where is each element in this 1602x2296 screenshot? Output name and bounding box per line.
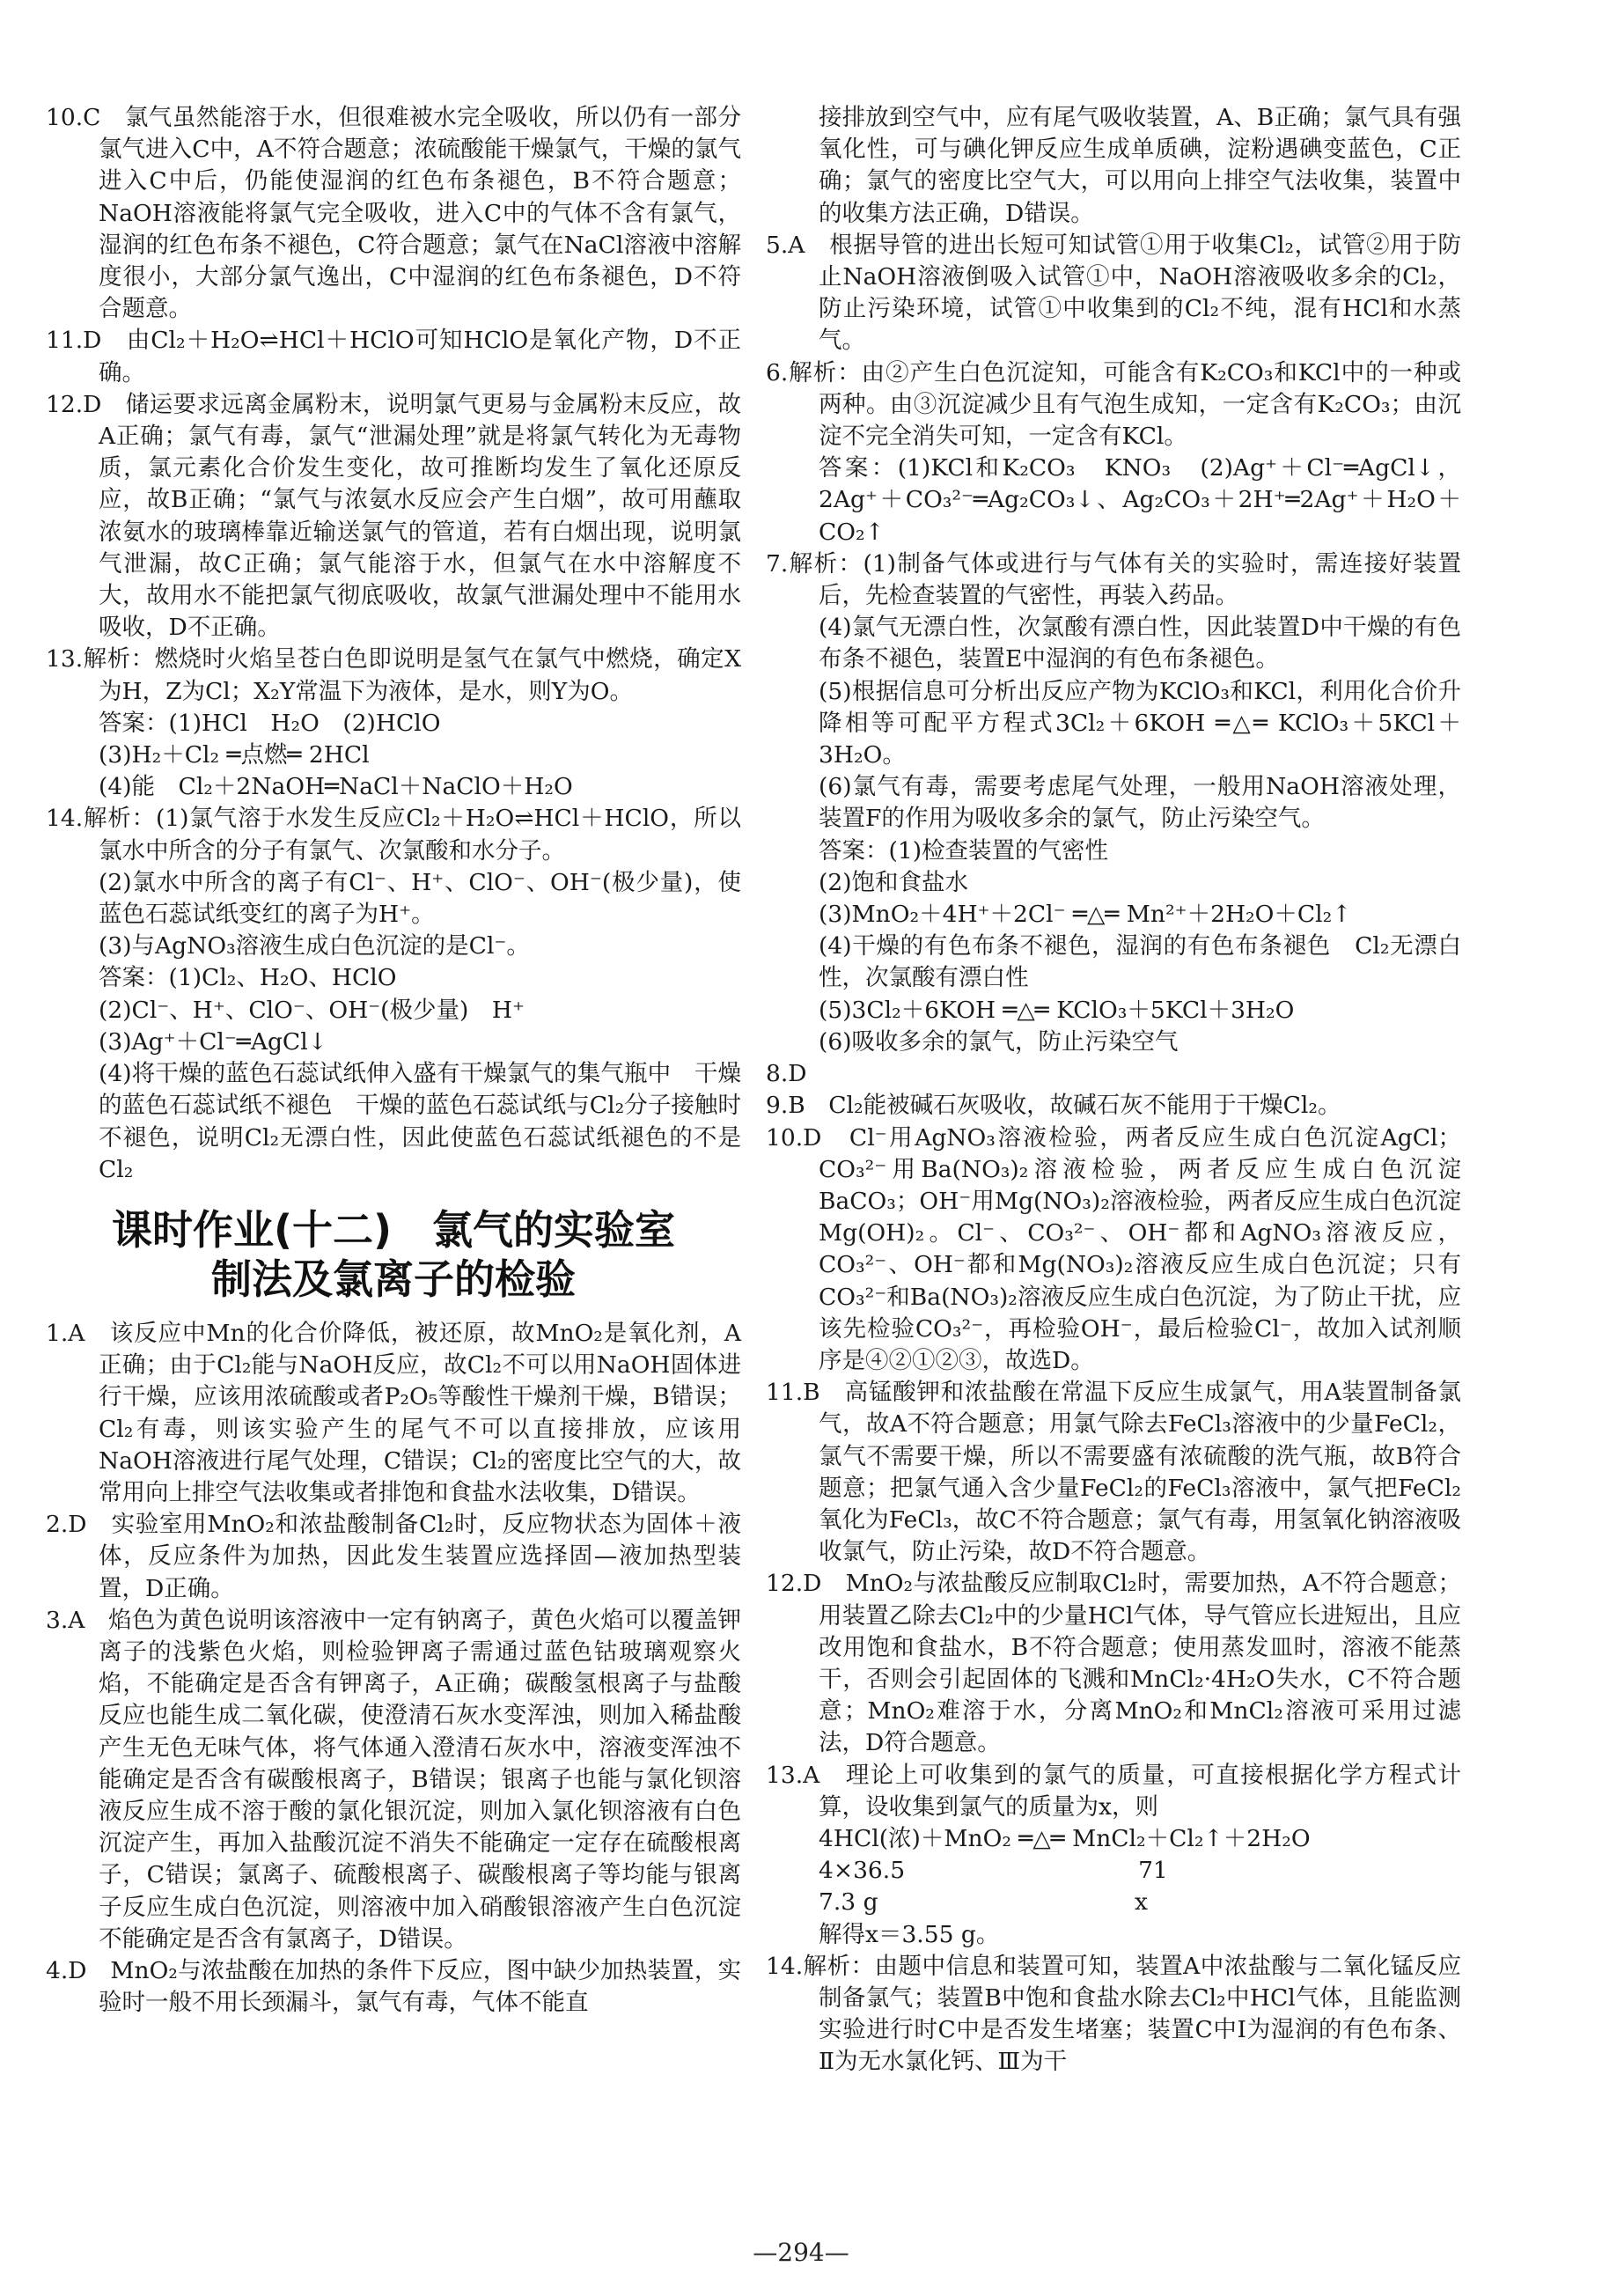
answer-paragraph: 13.A 理论上可收集到的氯气的质量，可直接根据化学方程式计算，设收集到氯气的质量为x，则 xyxy=(766,1761,1461,1821)
answer-paragraph: 11.B 高锰酸钾和浓盐酸在常温下反应生成氯气，用A装置制备氯气，故A不符合题意；用氯气除去FeCl₃溶液中的少量FeCl₂，氯气不需要干燥，所以不需要盛有浓硫酸的洗气瓶，故B符合题意；把氯气通入含少量FeCl₂的FeCl₃溶液中，氯气把FeCl₂氧化为FeCl₃，故C不符合题意；氯气有毒，用氢氧化钠溶液吸收氯气，防止污染，故D不符合题意。 xyxy=(766,1379,1461,1566)
answer-paragraph: (2)Cl⁻、H⁺、ClO⁻、OH⁻(极少量) H⁺ xyxy=(99,996,525,1024)
answer-paragraph: 14.解析：由题中信息和装置可知，装置A中浓盐酸与二氧化锰反应制备氯气；装置B中饱和食盐水除去Cl₂中HCl气体，且能监测实验进行时C中是否发生堵塞；装置C中Ⅰ为湿润的有色布条、Ⅱ为无水氯化钙、Ⅲ为干 xyxy=(766,1952,1461,2076)
answer-paragraph: (3)MnO₂＋4H⁺＋2Cl⁻ ═△═ Mn²⁺＋2H₂O＋Cl₂↑ xyxy=(819,901,1352,929)
page-number: —294— xyxy=(753,2238,849,2267)
answer-paragraph: 7.3 g x xyxy=(819,1888,1148,1917)
answer-paragraph: 答案：(1)KCl和K₂CO₃ KNO₃ (2)Ag⁺＋Cl⁻═AgCl↓，2Ag⁺＋CO₃²⁻═Ag₂CO₃↓、Ag₂CO₃＋2H⁺═2Ag⁺＋H₂O＋CO₂↑ xyxy=(819,454,1461,546)
section-title-line: 制法及氯离子的检验 xyxy=(211,1255,576,1303)
answer-paragraph: (4)能 Cl₂＋2NaOH═NaCl＋NaClO＋H₂O xyxy=(99,773,573,801)
answer-paragraph: 9.B Cl₂能被碱石灰吸收，故碱石灰不能用于干燥Cl₂。 xyxy=(766,1092,1341,1120)
answer-paragraph: 解得x＝3.55 g。 xyxy=(819,1920,1000,1948)
answer-paragraph: 10.C 氯气虽然能溶于水，但很难被水完全吸收，所以仍有一部分氯气进入C中，A不符合题意；浓硫酸能干燥氯气，干燥的氯气进入C中后，仍能使湿润的红色布条褪色，B不符合题意；NaOH溶液能将氯气完全吸收，进入C中的气体不含有氯气，湿润的红色布条不褪色，C符合题意；氯气在NaCl溶液中溶解度很小，大部分氯气逸出，C中湿润的红色布条褪色，D不符合题意。 xyxy=(46,104,741,323)
answer-paragraph: 7.解析：(1)制备气体或进行与气体有关的实验时，需连接好装置后，先检查装置的气密性，再装入药品。 xyxy=(766,549,1461,610)
answer-paragraph: 答案：(1)Cl₂、H₂O、HClO xyxy=(99,964,397,992)
answer-paragraph: 6.解析：由②产生白色沉淀知，可能含有K₂CO₃和KCl中的一种或两种。由③沉淀减少且有气泡生成知，一定含有K₂CO₃；由沉淀不完全消失可知，一定含有KCl。 xyxy=(766,358,1461,451)
answer-paragraph: (6)氯气有毒，需要考虑尾气处理，一般用NaOH溶液处理，装置F的作用为吸收多余的氯气，防止污染空气。 xyxy=(819,773,1461,833)
right-column xyxy=(766,102,1461,2079)
answer-paragraph: 11.D 由Cl₂＋H₂O⇌HCl＋HClO可知HClO是氧化产物，D不正确。 xyxy=(46,327,741,386)
left-column xyxy=(46,102,741,2019)
answer-paragraph: 10.D Cl⁻用AgNO₃溶液检验，两者反应生成白色沉淀AgCl；CO₃²⁻用Ba(NO₃)₂溶液检验，两者反应生成白色沉淀BaCO₃；OH⁻用Mg(NO₃)₂溶液检验，两者反应生成白色沉淀Mg(OH)₂。Cl⁻、CO₃²⁻、OH⁻都和AgNO₃溶液反应，CO₃²⁻、OH⁻都和Mg(NO₃)₂溶液反应生成白色沉淀；只有CO₃²⁻和Ba(NO₃)₂溶液反应生成白色沉淀，为了防止干扰，应该先检验CO₃²⁻，再检验OH⁻，最后检验Cl⁻，故加入试剂顺序是④②①②③，故选D。 xyxy=(766,1123,1461,1374)
answer-paragraph: (3)H₂＋Cl₂ ═点燃═ 2HCl xyxy=(99,741,370,769)
section-title-line: 课时作业(十二) 氯气的实验室 xyxy=(111,1205,676,1254)
answer-paragraph: 13.解析：燃烧时火焰呈苍白色即说明是氢气在氯气中燃烧，确定X为H，Z为Cl；X₂Y常温下为液体，是水，则Y为O。 xyxy=(46,645,741,705)
answer-paragraph: 接排放到空气中，应有尾气吸收装置，A、B正确；氯气具有强氧化性，可与碘化钾反应生成单质碘，淀粉遇碘变蓝色，C正确；氯气的密度比空气大，可以用向上排空气法收集，装置中的收集方法正确，D错误。 xyxy=(819,104,1461,227)
answer-paragraph: (5)根据信息可分析出反应产物为KClO₃和KCl，利用化合价升降相等可配平方程式3Cl₂＋6KOH ═△═ KClO₃＋5KCl＋3H₂O。 xyxy=(819,677,1461,769)
answer-paragraph: (5)3Cl₂＋6KOH ═△═ KClO₃＋5KCl＋3H₂O xyxy=(819,996,1295,1024)
answer-paragraph: (3)Ag⁺＋Cl⁻═AgCl↓ xyxy=(99,1027,327,1056)
answer-paragraph: (2)饱和食盐水 xyxy=(819,868,969,896)
answer-paragraph: 4×36.5 71 xyxy=(819,1857,1168,1885)
answer-paragraph: (4)将干燥的蓝色石蕊试纸伸入盛有干燥氯气的集气瓶中 干燥的蓝色石蕊试纸不褪色 干燥的蓝色石蕊试纸与Cl₂分子接触时不褪色，说明Cl₂无漂白性，因此使蓝色石蕊试纸褪色的不是Cl₂ xyxy=(99,1060,741,1183)
answer-paragraph: 8.D xyxy=(766,1060,807,1088)
answer-paragraph: (4)干燥的有色布条不褪色，湿润的有色布条褪色 Cl₂无漂白性，次氯酸有漂白性 xyxy=(819,932,1461,992)
answer-paragraph: 12.D 储运要求远离金属粉末，说明氯气更易与金属粉末反应，故A正确；氯气有毒，氯气“泄漏处理”就是将氯气转化为无毒物质，氯元素化合价发生变化，故可推断均发生了氧化还原反应，故B正确；“氯气与浓氨水反应会产生白烟”，故可用蘸取浓氨水的玻璃棒靠近输送氯气的管道，若有白烟出现，说明氯气泄漏，故C正确；氯气能溶于水，但氯气在水中溶解度不大，故用水不能把氯气彻底吸收，故氯气泄漏处理中不能用水吸收，D不正确。 xyxy=(46,390,741,642)
answer-paragraph: 5.A 根据导管的进出长短可知试管①用于收集Cl₂，试管②用于防止NaOH溶液倒吸入试管①中，NaOH溶液吸收多余的Cl₂，防止污染环境，试管①中收集到的Cl₂不纯，混有HCl和水蒸气。 xyxy=(766,231,1461,355)
answer-paragraph: 12.D MnO₂与浓盐酸反应制取Cl₂时，需要加热，A不符合题意；用装置乙除去Cl₂中的少量HCl气体，导气管应长进短出，且应改用饱和食盐水，B不符合题意；使用蒸发皿时，溶液不能蒸干，否则会引起固体的飞溅和MnCl₂·4H₂O失水，C不符合题意；MnO₂难溶于水，分离MnO₂和MnCl₂溶液可采用过滤法，D符合题意。 xyxy=(766,1570,1461,1757)
answer-paragraph: 3.A 焰色为黄色说明该溶液中一定有钠离子，黄色火焰可以覆盖钾离子的浅紫色火焰，则检验钾离子需通过蓝色钴玻璃观察火焰，不能确定是否含有钾离子，A正确；碳酸氢根离子与盐酸反应也能生成二氧化碳，使澄清石灰水变浑浊，则加入稀盐酸产生无色无味气体，将气体通入澄清石灰水中，溶液变浑浊不能确定是否含有碳酸根离子，B错误；银离子也能与氯化钡溶液反应生成不溶于酸的氯化银沉淀，则加入氯化钡溶液有白色沉淀产生，再加入盐酸沉淀不消失不能确定一定存在硫酸根离子，C错误；氯离子、硫酸根离子、碳酸根离子等均能与银离子反应生成白色沉淀，则溶液中加入硝酸银溶液产生白色沉淀不能确定是否含有氯离子，D错误。 xyxy=(46,1606,741,1953)
answer-paragraph: (3)与AgNO₃溶液生成白色沉淀的是Cl⁻。 xyxy=(99,932,530,960)
answer-paragraph: 2.D 实验室用MnO₂和浓盐酸制备Cl₂时，反应物状态为固体＋液体，反应条件为加热，因此发生装置应选择固—液加热型装置，D正确。 xyxy=(46,1511,741,1602)
answer-paragraph: (6)吸收多余的氯气，防止污染空气 xyxy=(819,1027,1179,1056)
answer-paragraph: (4)氯气无漂白性，次氯酸有漂白性，因此装置D中干燥的有色布条不褪色，装置E中湿润的有色布条褪色。 xyxy=(819,614,1461,673)
answer-paragraph: 14.解析：(1)氯气溶于水发生反应Cl₂＋H₂O⇌HCl＋HClO，所以氯水中所含的分子有氯气、次氯酸和水分子。 xyxy=(46,805,741,865)
answer-paragraph: 答案：(1)HCl H₂O (2)HClO xyxy=(99,709,441,737)
answer-paragraph: 1.A 该反应中Mn的化合价降低，被还原，故MnO₂是氧化剂，A正确；由于Cl₂能与NaOH反应，故Cl₂不可以用NaOH固体进行干燥，应该用浓硫酸或者P₂O₅等酸性干燥剂干燥，B错误；Cl₂有毒，则该实验产生的尾气不可以直接排放，应该用NaOH溶液进行尾气处理，C错误；Cl₂的密度比空气的大，故常用向上排空气法收集或者排饱和食盐水法收集，D错误。 xyxy=(46,1319,741,1506)
answer-paragraph: 答案：(1)检查装置的气密性 xyxy=(819,836,1109,865)
answer-paragraph: 4.D MnO₂与浓盐酸在加热的条件下反应，图中缺少加热装置，实验时一般不用长颈漏斗，氯气有毒，气体不能直 xyxy=(46,1956,741,2017)
section-title xyxy=(46,1205,741,1304)
answer-paragraph: (2)氯水中所含的离子有Cl⁻、H⁺、ClO⁻、OH⁻(极少量)，使蓝色石蕊试纸变红的离子为H⁺。 xyxy=(99,868,741,929)
answer-paragraph: 4HCl(浓)＋MnO₂ ═△═ MnCl₂＋Cl₂↑＋2H₂O xyxy=(819,1824,1311,1852)
